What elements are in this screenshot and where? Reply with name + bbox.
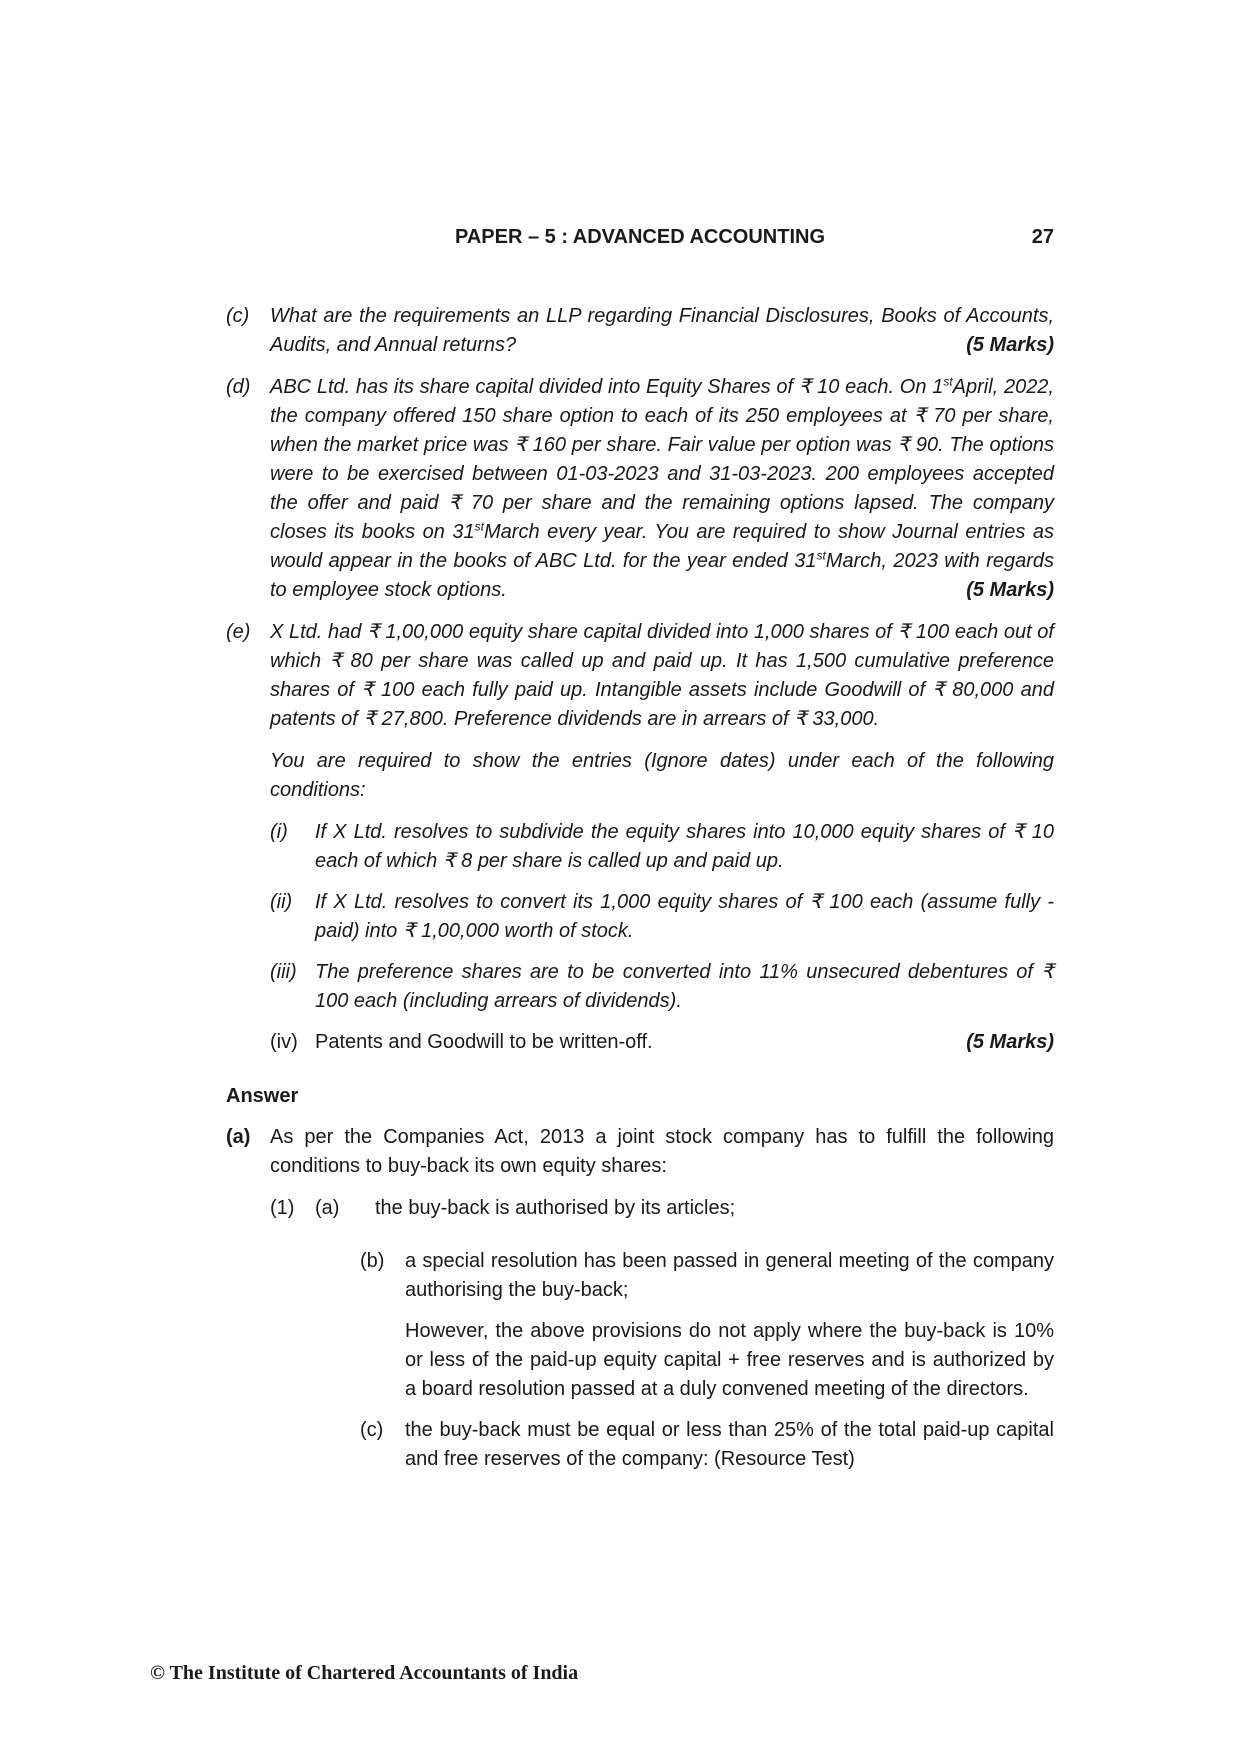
question-d xyxy=(226,373,1054,605)
condition-letter: (c) xyxy=(360,1419,384,1441)
condition-item xyxy=(270,888,1054,946)
condition-item xyxy=(270,958,1054,1016)
marks-label: (5 Marks) xyxy=(966,579,1054,601)
answer-label: (a) xyxy=(226,1126,251,1148)
condition-letter: (b) xyxy=(360,1250,385,1272)
condition-item xyxy=(270,818,1054,876)
condition-label: (iv) xyxy=(270,1031,298,1053)
question-e xyxy=(226,618,1054,1069)
condition-number: (1) xyxy=(270,1197,295,1219)
question-text-part: March every year. You are required to show Journal entries as would appear in the books of ABC Ltd. for the year ended 31 xyxy=(270,521,1054,572)
condition-note: However, the above provisions do not apply where the buy-back is 10% or less of the paid-up equity capital + free reserves and is authorized by a board resolution passed at a duly convened meeting of the directors. xyxy=(405,1320,1054,1400)
answer-heading: Answer xyxy=(226,1085,299,1107)
page-content xyxy=(226,302,1054,1486)
condition-row xyxy=(360,1247,1054,1305)
ordinal-suffix: st xyxy=(474,519,485,534)
paper-title: PAPER – 5 : ADVANCED ACCOUNTING xyxy=(454,226,826,248)
condition-letter: (a) xyxy=(315,1197,340,1219)
marks-label: (5 Marks) xyxy=(966,1031,1054,1053)
condition-label: (iii) xyxy=(270,961,297,983)
condition-text: The preference shares are to be converted into 11% unsecured debentures of ₹ 100 each (including arrears of dividends). xyxy=(315,961,1054,1012)
condition-label: (i) xyxy=(270,821,288,843)
condition-text: If X Ltd. resolves to subdivide the equity shares into 10,000 equity shares of ₹ 10 each of which ₹ 8 per share is called up and paid up. xyxy=(315,821,1054,872)
marks-label: (5 Marks) xyxy=(966,334,1054,356)
condition-row xyxy=(360,1416,1054,1474)
question-text: X Ltd. had ₹ 1,00,000 equity share capital divided into 1,000 shares of ₹ 100 each out of which ₹ 80 per share was called up and paid up. It has 1,500 cumulative preference shares of ₹ 100 each fully paid up. Intangible assets include Goodwill of ₹ 80,000 and patents of ₹ 27,800. Preference dividends are in arrears of ₹ 33,000. xyxy=(270,621,1054,730)
question-label: (c) xyxy=(226,305,250,327)
answer-text: As per the Companies Act, 2013 a joint stock company has to fulfill the following conditions to buy-back its own equity shares: xyxy=(270,1126,1054,1177)
condition-text: the buy-back must be equal or less than 25% of the total paid-up capital and free reserves of the company: (Resource Test) xyxy=(405,1419,1054,1470)
condition-text-value: Patents and Goodwill to be written-off. xyxy=(315,1031,653,1053)
question-label: (e) xyxy=(226,621,251,643)
question-text-part: March, 2023 with regards to employee stock options. xyxy=(270,550,1055,601)
condition-item xyxy=(270,1028,1054,1057)
question-text-part: April, 2022, the company offered 150 share option to each of its 250 employees at ₹ 70 per share, when the market price was ₹ 160 per share. Fair value per option was ₹ 90. The options were to be exercised between 01-03-2023 and 31-03-2023. 200 employees accepted the offer and paid ₹ 70 per share and the remaining options lapsed. The company closes its books on 31 xyxy=(270,376,1054,543)
ordinal-suffix: st xyxy=(816,548,826,563)
condition-text: the buy-back is authorised by its articles; xyxy=(375,1197,736,1219)
answer-a xyxy=(226,1123,1054,1235)
copyright-footer: © The Institute of Chartered Accountants of India xyxy=(150,1662,579,1684)
question-c xyxy=(226,302,1054,360)
condition-text: If X Ltd. resolves to convert its 1,000 equity shares of ₹ 100 each (assume fully - paid) into ₹ 1,00,000 worth of stock. xyxy=(315,891,1054,942)
condition-row xyxy=(270,1194,1054,1223)
question-label: (d) xyxy=(226,376,251,398)
condition-text xyxy=(315,1028,1054,1057)
question-text: What are the requirements an LLP regarding Financial Disclosures, Books of Accounts, Audits, and Annual returns? xyxy=(270,305,1054,356)
question-text-part: ABC Ltd. has its share capital divided into Equity Shares of ₹ 10 each. On 1 xyxy=(270,376,944,398)
ordinal-suffix: st xyxy=(943,374,953,389)
page-header xyxy=(226,226,1054,256)
question-instruction: You are required to show the entries (Ignore dates) under each of the following conditions: xyxy=(270,750,1054,801)
condition-label: (ii) xyxy=(270,891,293,913)
page-number: 27 xyxy=(1031,226,1054,248)
condition-text: a special resolution has been passed in general meeting of the company authorising the buy-back; xyxy=(405,1250,1054,1301)
